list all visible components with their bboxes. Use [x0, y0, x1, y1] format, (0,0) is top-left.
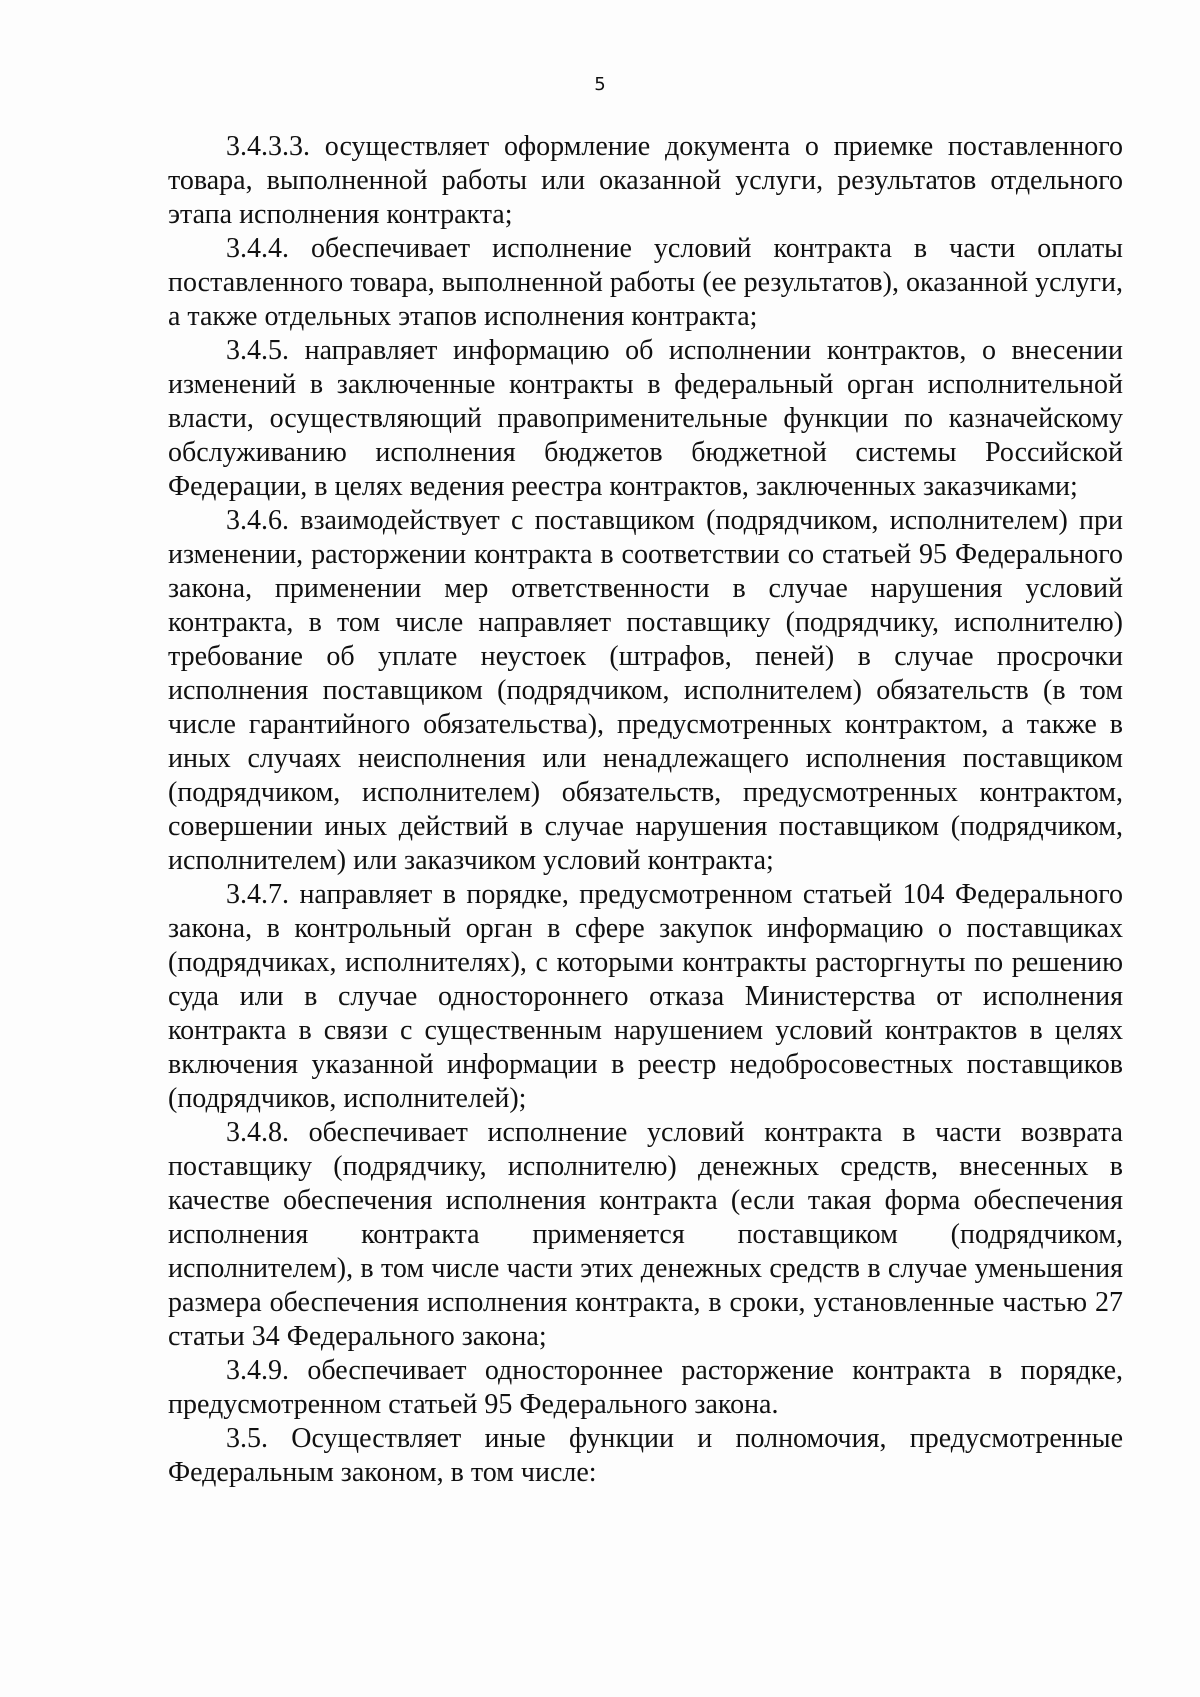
paragraph-3-4-4: 3.4.4. обеспечивает исполнение условий контракта в части оплаты поставленного товара, выполненной работы (ее результатов), оказанной услуги, а также отдельных этапов исполнения контракта; [168, 233, 1123, 332]
paragraph-3-4-3-3: 3.4.3.3. осуществляет оформление документа о приемке поставленного товара, выполненной работы или оказанной услуги, результатов отдельного этапа исполнения контракта; [168, 131, 1123, 230]
page-number: 5 [594, 74, 606, 95]
paragraph-3-4-8: 3.4.8. обеспечивает исполнение условий контракта в части возврата поставщику (подрядчику, исполнителю) денежных средств, внесенных в качестве обеспечения исполнения контракта (если такая форма обеспечения исполнения контракта применяется поставщиком (подрядчиком, исполнителем), в том числе части этих денежных средств в случае уменьшения размера обеспечения исполнения контракта, в сроки, установленные частью 27 статьи 34 Федерального закона; [168, 1117, 1123, 1352]
paragraph-3-5: 3.5. Осуществляет иные функции и полномочия, предусмотренные Федеральным законом, в том числе: [168, 1423, 1123, 1488]
paragraph-3-4-5: 3.4.5. направляет информацию об исполнении контрактов, о внесении изменений в заключенные контракты в федеральный орган исполнительной власти, осуществляющий правоприменительные функции по казначейскому обслуживанию исполнения бюджетов бюджетной системы Российской Федерации, в целях ведения реестра контрактов, заключенных заказчиками; [168, 335, 1123, 502]
paragraph-3-4-7: 3.4.7. направляет в порядке, предусмотренном статьей 104 Федерального закона, в контрольный орган в сфере закупок информацию о поставщиках (подрядчиках, исполнителях), с которыми контракты расторгнуты по решению суда или в случае одностороннего отказа Министерства от исполнения контракта в связи с существенным нарушением условий контрактов в целях включения указанной информации в реестр недобросовестных поставщиков (подрядчиков, исполнителей); [168, 879, 1123, 1114]
paragraph-3-4-9: 3.4.9. обеспечивает одностороннее расторжение контракта в порядке, предусмотренном статьей 95 Федерального закона. [168, 1355, 1123, 1420]
document-body [168, 130, 1123, 1490]
paragraph-3-4-6: 3.4.6. взаимодействует с поставщиком (подрядчиком, исполнителем) при изменении, расторжении контракта в соответствии со статьей 95 Федерального закона, применении мер ответственности в случае нарушения условий контракта, в том числе направляет поставщику (подрядчику, исполнителю) требование об уплате неустоек (штрафов, пеней) в случае просрочки исполнения поставщиком (подрядчиком, исполнителем) обязательств (в том числе гарантийного обязательства), предусмотренных контрактом, а также в иных случаях неисполнения или ненадлежащего исполнения поставщиком (подрядчиком, исполнителем) обязательств, предусмотренных контрактом, совершении иных действий в случае нарушения поставщиком (подрядчиком, исполнителем) или заказчиком условий контракта; [168, 505, 1123, 876]
